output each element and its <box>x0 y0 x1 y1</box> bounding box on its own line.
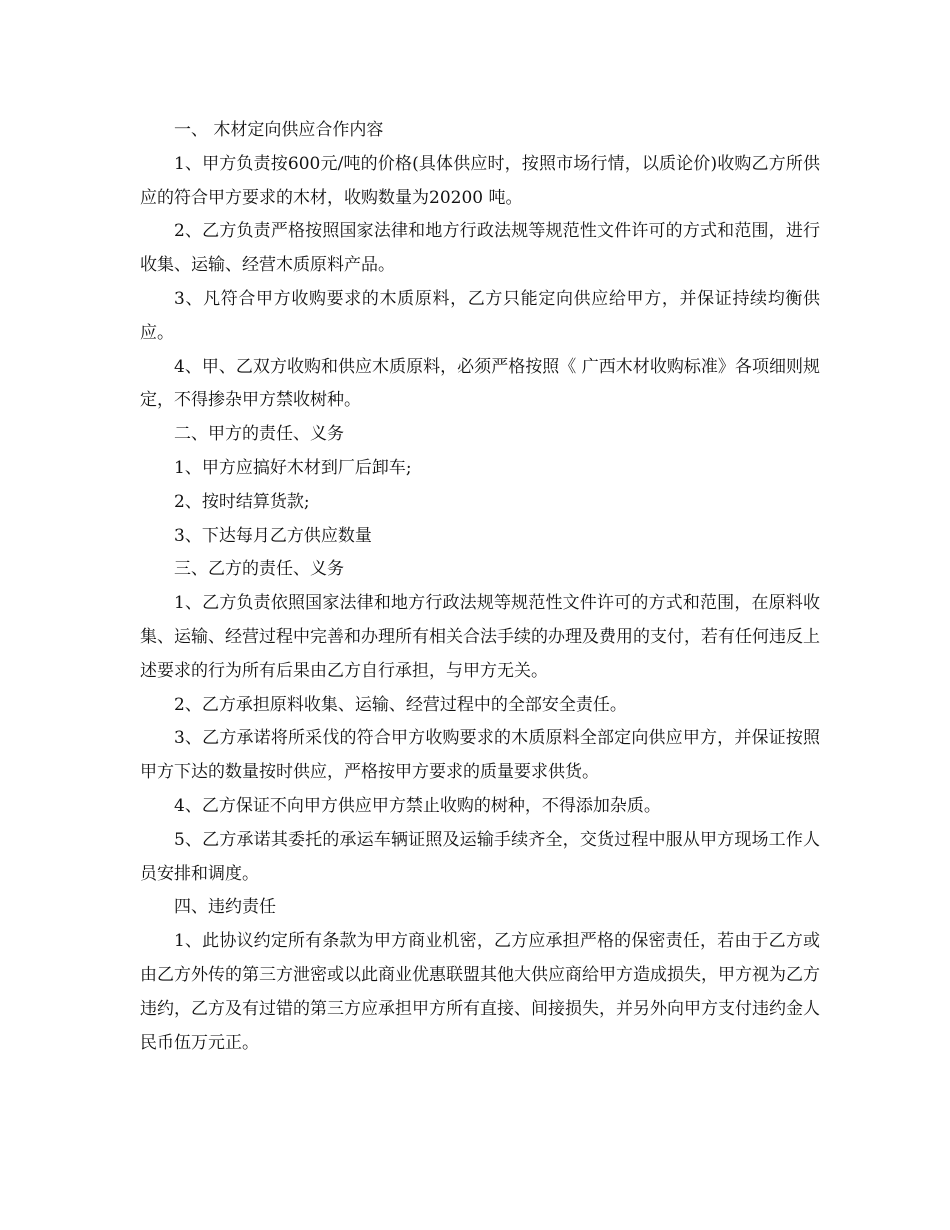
clause-3-4: 4、乙方保证不向甲方供应甲方禁止收购的树种，不得添加杂质。 <box>174 795 661 816</box>
clause-2-2: 2、按时结算货款; <box>174 491 310 512</box>
clause-3-1: 1、乙方负责依照国家法律和地方行政法规等规范性文件许可的方式和范围，在原料收集、运输、经营过程中完善和办理所有相关合法手续的办理及费用的支付，若有任何违反上述要求的行为所有后果由乙方自行承担，与甲方无关。 <box>140 593 820 681</box>
clause-4-1: 1、此协议约定所有条款为甲方商业机密，乙方应承担严格的保密责任，若由于乙方或由乙方外传的第三方泄密或以此商业优惠联盟其他大供应商给甲方造成损失，甲方视为乙方违约，乙方及有过错的第三方应承担甲方所有直接、间接损失，并另外向甲方支付违约金人民币伍万元正。 <box>140 931 820 1053</box>
clause-3-5: 5、乙方承诺其委托的承运车辆证照及运输手续齐全，交货过程中服从甲方现场工作人员安排和调度。 <box>140 829 820 884</box>
clause-1-4: 4、甲、乙双方收购和供应木质原料，必须严格按照《 广西木材收购标准》各项细则规定，不得掺杂甲方禁收树种。 <box>140 356 820 411</box>
section-heading-party-a: 二、甲方的责任、义务 <box>174 424 344 445</box>
clause-2-1: 1、甲方应搞好木材到厂后卸车; <box>174 457 412 478</box>
section-heading-breach: 四、违约责任 <box>174 897 276 918</box>
section-heading-cooperation: 一、 木材定向供应合作内容 <box>174 120 384 140</box>
section-heading-party-b: 三、乙方的责任、义务 <box>174 559 344 580</box>
clause-3-2: 2、乙方承担原料收集、运输、经营过程中的全部安全责任。 <box>174 694 627 715</box>
clause-1-1: 1、甲方负责按600元/吨的价格(具体供应时，按照市场行情，以质论价)收购乙方所供应的符合甲方要求的木材，收购数量为20200 吨。 <box>140 153 820 208</box>
document-body <box>140 114 820 1060</box>
clause-2-3: 3、下达每月乙方供应数量 <box>174 525 372 546</box>
clause-3-3: 3、乙方承诺将所采伐的符合甲方收购要求的木质原料全部定向供应甲方，并保证按照甲方下达的数量按时供应，严格按甲方要求的质量要求供货。 <box>140 728 820 783</box>
clause-1-2: 2、乙方负责严格按照国家法律和地方行政法规等规范性文件许可的方式和范围，进行收集、运输、经营木质原料产品。 <box>140 221 820 276</box>
clause-1-3: 3、凡符合甲方收购要求的木质原料，乙方只能定向供应给甲方，并保证持续均衡供应。 <box>140 288 820 343</box>
